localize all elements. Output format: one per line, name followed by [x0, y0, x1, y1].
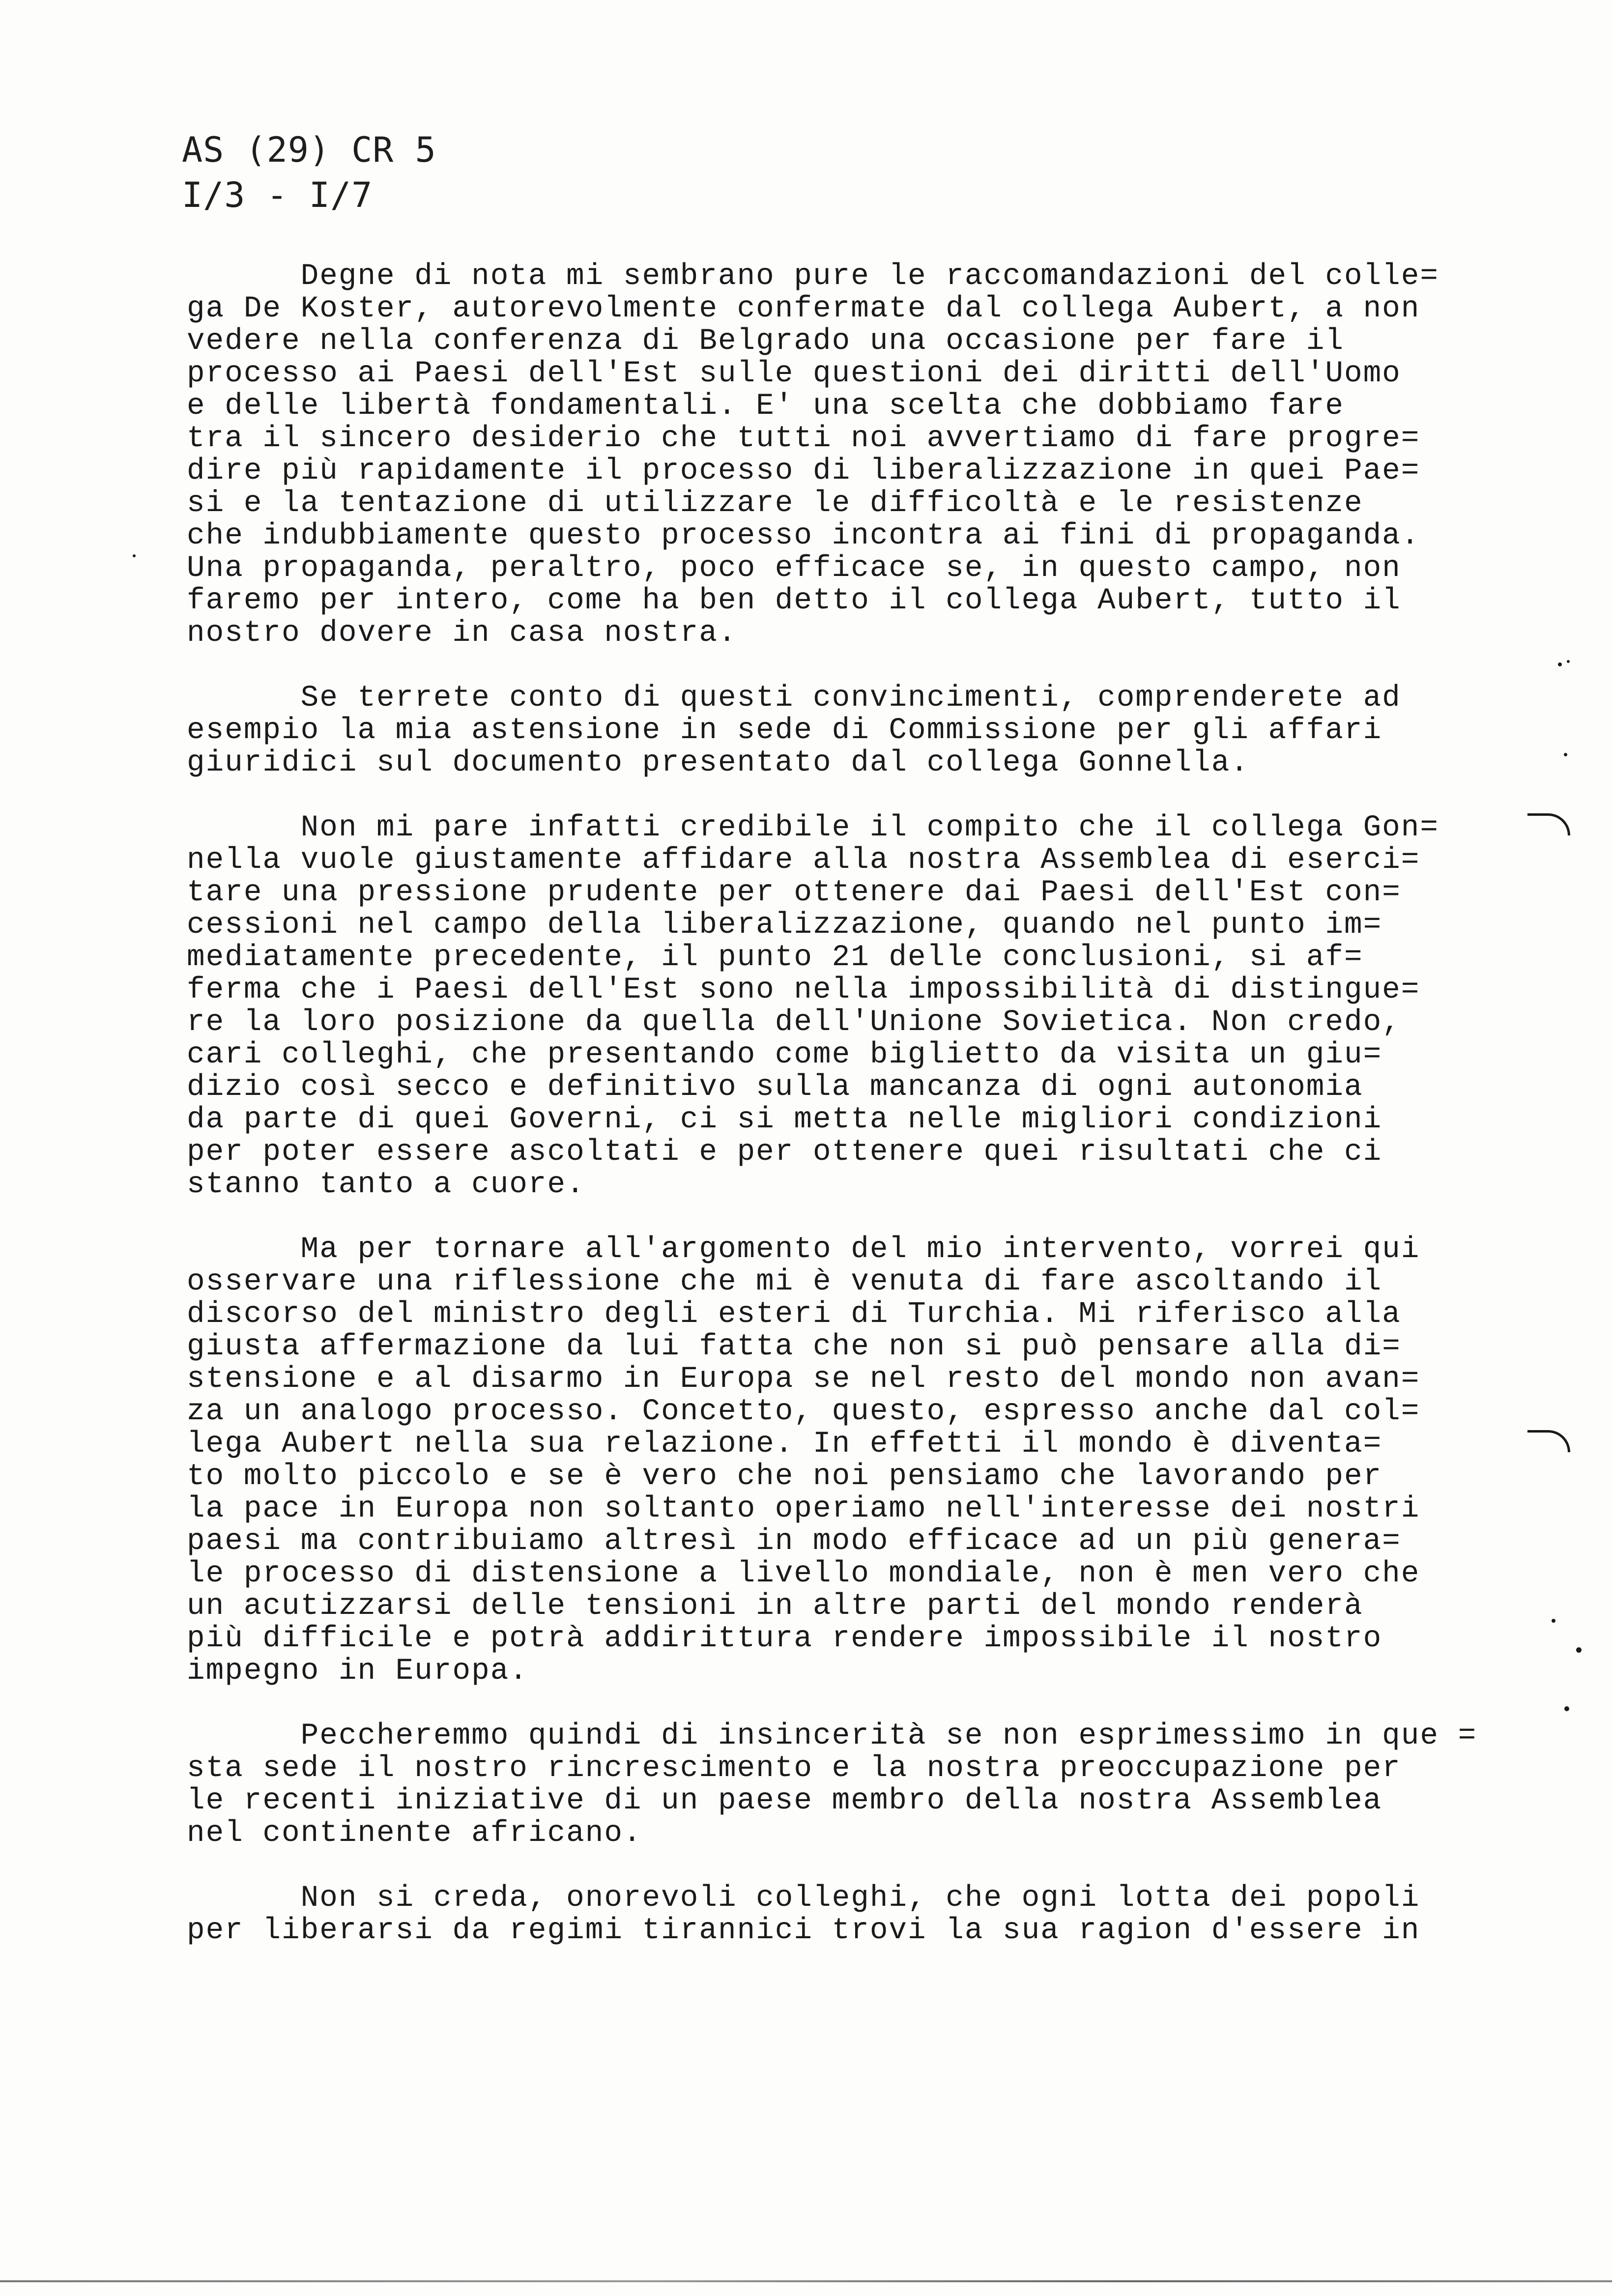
- text-line: vedere nella conferenza di Belgrado una occasione per fare il: [187, 324, 1344, 358]
- margin-speck: [1576, 1647, 1582, 1653]
- text-line: e delle libertà fondamentali. E' una scelta che dobbiamo fare: [187, 389, 1344, 423]
- document-body: [187, 260, 1514, 1980]
- text-line: Degne di nota mi sembrano pure le raccomandazioni del colle=: [187, 259, 1439, 293]
- margin-speck: [1552, 1619, 1555, 1623]
- text-line: ferma che i Paesi dell'Est sono nella impossibilità di distingue=: [187, 973, 1420, 1007]
- text-line: processo ai Paesi dell'Est sulle questioni dei diritti dell'Uomo: [187, 357, 1401, 391]
- text-line: paesi ma contribuiamo altresì in modo efficace ad un più genera=: [187, 1524, 1401, 1558]
- text-line: cari colleghi, che presentando come biglietto da visita un giu=: [187, 1038, 1382, 1072]
- text-line: da parte di quei Governi, ci si metta nelle migliori condizioni: [187, 1103, 1382, 1137]
- text-line: za un analogo processo. Concetto, questo, espresso anche dal col=: [187, 1395, 1420, 1429]
- text-line: Non si creda, onorevoli colleghi, che ogni lotta dei popoli: [187, 1881, 1420, 1915]
- text-line: osservare una riflessione che mi è venuta di fare ascoltando il: [187, 1265, 1382, 1299]
- paragraph-3: [187, 812, 1514, 1201]
- paragraph-5: [187, 1720, 1514, 1850]
- text-line: nostro dovere in casa nostra.: [187, 616, 737, 650]
- page-range: I/3 - I/7: [182, 175, 373, 215]
- text-line: le recenti iniziative di un paese membro della nostra Assemblea: [187, 1784, 1382, 1818]
- text-line: nel continente africano.: [187, 1816, 642, 1850]
- text-line: più difficile e potrà addirittura rendere impossibile il nostro: [187, 1622, 1382, 1656]
- paragraph-4: [187, 1234, 1514, 1688]
- margin-speck: [1558, 662, 1562, 666]
- text-line: Una propaganda, peraltro, poco efficace se, in questo campo, non: [187, 551, 1401, 585]
- margin-speck: [1564, 1706, 1569, 1711]
- paragraph-1: [187, 260, 1514, 650]
- margin-mark: [1527, 1430, 1570, 1452]
- text-line: dire più rapidamente il processo di liberalizzazione in quei Pae=: [187, 454, 1420, 488]
- margin-speck: [1567, 660, 1570, 663]
- text-line: Peccheremmo quindi di insincerità se non esprimessimo in que =: [187, 1719, 1477, 1753]
- text-line: un acutizzarsi delle tensioni in altre parti del mondo renderà: [187, 1589, 1363, 1623]
- text-line: giusta affermazione da lui fatta che non si può pensare alla di=: [187, 1330, 1401, 1364]
- text-line: cessioni nel campo della liberalizzazione, quando nel punto im=: [187, 908, 1382, 942]
- text-line: si e la tentazione di utilizzare le difficoltà e le resistenze: [187, 487, 1363, 520]
- text-line: to molto piccolo e se è vero che noi pensiamo che lavorando per: [187, 1460, 1382, 1493]
- text-line: tare una pressione prudente per ottenere dai Paesi dell'Est con=: [187, 876, 1401, 910]
- text-line: discorso del ministro degli esteri di Turchia. Mi riferisco alla: [187, 1297, 1401, 1331]
- text-line: le processo di distensione a livello mondiale, non è men vero che: [187, 1557, 1420, 1591]
- text-line: Ma per tornare all'argomento del mio intervento, vorrei qui: [187, 1233, 1420, 1266]
- text-line: tra il sincero desiderio che tutti noi avvertiamo di fare progre=: [187, 422, 1420, 456]
- document-reference: AS (29) CR 5: [182, 130, 436, 170]
- text-line: sta sede il nostro rincrescimento e la nostra preoccupazione per: [187, 1751, 1401, 1785]
- text-line: ga De Koster, autorevolmente confermate dal collega Aubert, a non: [187, 292, 1420, 326]
- text-line: Non mi pare infatti credibile il compito che il collega Gon=: [187, 811, 1439, 845]
- text-line: dizio così secco e definitivo sulla mancanza di ogni autonomia: [187, 1070, 1363, 1104]
- margin-mark: [1527, 813, 1570, 835]
- text-line: esempio la mia astensione in sede di Commissione per gli affari: [187, 714, 1382, 747]
- text-line: la pace in Europa non soltanto operiamo nell'interesse dei nostri: [187, 1492, 1420, 1526]
- text-line: nella vuole giustamente affidare alla nostra Assemblea di eserci=: [187, 843, 1420, 877]
- margin-speck: [133, 554, 136, 557]
- paragraph-2: [187, 682, 1514, 779]
- text-line: per poter essere ascoltati e per ottenere quei risultati che ci: [187, 1135, 1382, 1169]
- margin-speck: [1564, 753, 1567, 756]
- text-line: stensione e al disarmo in Europa se nel resto del mondo non avan=: [187, 1362, 1420, 1396]
- text-line: stanno tanto a cuore.: [187, 1168, 585, 1202]
- text-line: giuridici sul documento presentato dal collega Gonnella.: [187, 746, 1249, 780]
- page-bottom-edge: [0, 2280, 1612, 2282]
- text-line: mediatamente precedente, il punto 21 delle conclusioni, si af=: [187, 941, 1363, 975]
- text-line: che indubbiamente questo processo incontra ai fini di propaganda.: [187, 519, 1420, 553]
- text-line: Se terrete conto di questi convincimenti, comprenderete ad: [187, 681, 1401, 715]
- text-line: re la loro posizione da quella dell'Unione Sovietica. Non credo,: [187, 1005, 1401, 1039]
- paragraph-6: [187, 1882, 1514, 1947]
- text-line: faremo per intero, come ha ben detto il collega Aubert, tutto il: [187, 584, 1401, 618]
- text-line: lega Aubert nella sua relazione. In effetti il mondo è diventa=: [187, 1427, 1382, 1461]
- text-line: impegno in Europa.: [187, 1654, 528, 1688]
- text-line: per liberarsi da regimi tirannici trovi la sua ragion d'essere in: [187, 1914, 1420, 1948]
